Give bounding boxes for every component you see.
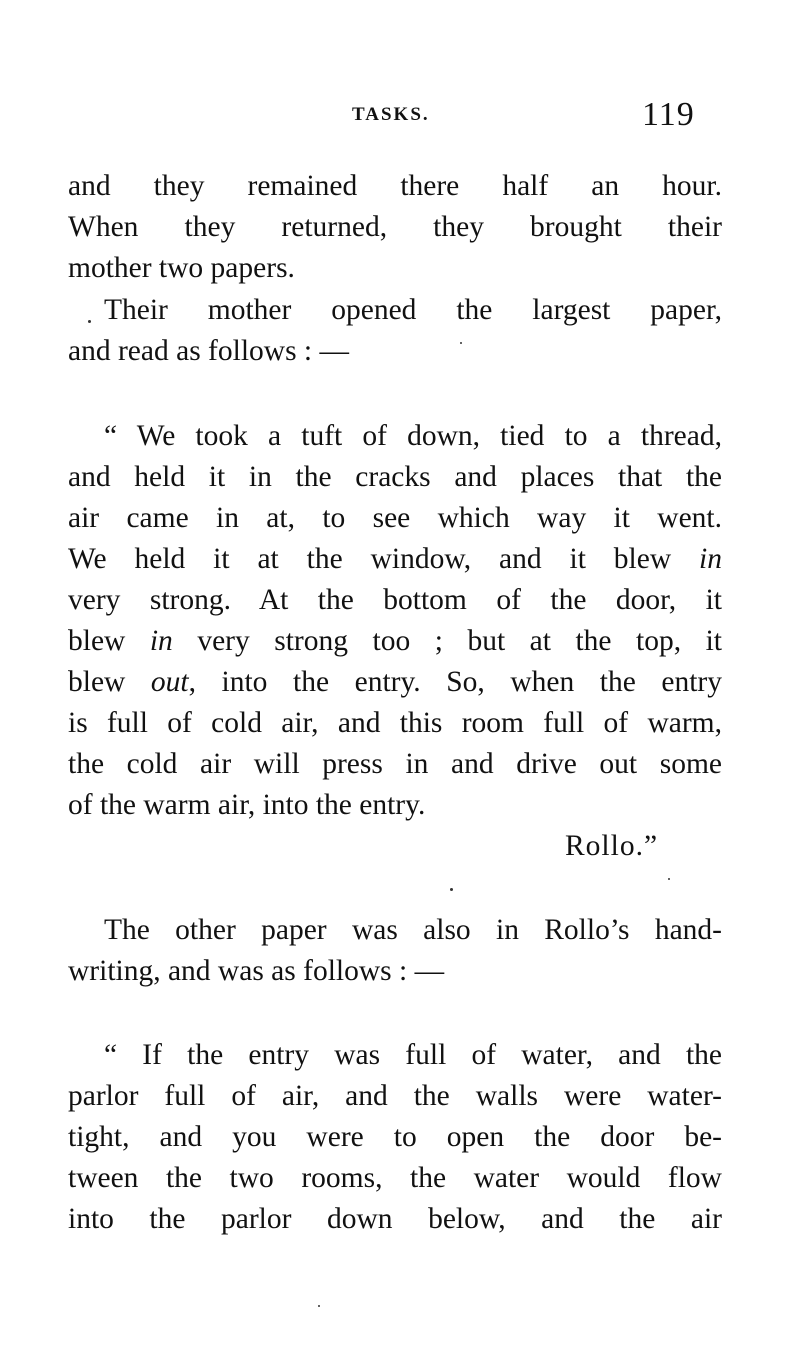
paragraph-2	[68, 290, 722, 372]
text-line: We held it at the window, and it blew in	[68, 543, 722, 575]
text-line: of the warm air, into the entry.	[68, 789, 426, 821]
emphasis: in	[699, 543, 722, 575]
print-speck	[450, 888, 453, 891]
quoted-letter-2	[68, 1035, 722, 1240]
print-speck	[88, 320, 91, 323]
paragraph-1	[68, 166, 722, 289]
text-line: the cold air will press in and drive out some	[68, 748, 722, 780]
signature-rollo: Rollo.”	[565, 830, 659, 862]
running-head: TASKS.	[352, 104, 430, 125]
print-speck	[318, 1305, 320, 1307]
print-speck	[668, 878, 670, 880]
quoted-letter-1	[68, 416, 722, 826]
text-line: mother two papers.	[68, 252, 295, 284]
text-line: When they returned, they brought their	[68, 211, 722, 243]
text-line: and read as follows : —	[68, 335, 349, 367]
text-line: very strong. At the bottom of the door, it	[68, 584, 722, 616]
text-line: and they remained there half an hour.	[68, 170, 722, 202]
text-line: tight, and you were to open the door be-	[68, 1121, 722, 1153]
emphasis: in	[149, 625, 173, 657]
text-line: “ We took a tuft of down, tied to a thread,	[104, 420, 722, 452]
print-speck	[460, 342, 462, 344]
text-line: Their mother opened the largest paper,	[104, 294, 722, 326]
text-line: writing, and was as follows : —	[68, 955, 445, 987]
text-line: The other paper was also in Rollo’s hand-	[104, 914, 722, 946]
text-line: “ If the entry was full of water, and the	[104, 1039, 722, 1071]
page-number: 119	[642, 96, 695, 133]
text-line: into the parlor down below, and the air	[68, 1203, 722, 1235]
text-line: tween the two rooms, the water would flow	[68, 1162, 722, 1194]
text-line: blew in very strong too ; but at the top, it	[68, 625, 722, 657]
paragraph-3	[68, 910, 722, 992]
text-line: blew out, into the entry. So, when the entry	[68, 666, 722, 698]
text-line: is full of cold air, and this room full of warm,	[68, 707, 722, 739]
text-line: and held it in the cracks and places that the	[68, 461, 722, 493]
text-line: air came in at, to see which way it went.	[68, 502, 722, 534]
emphasis: out	[150, 666, 189, 698]
text-line: parlor full of air, and the walls were water-	[68, 1080, 722, 1112]
